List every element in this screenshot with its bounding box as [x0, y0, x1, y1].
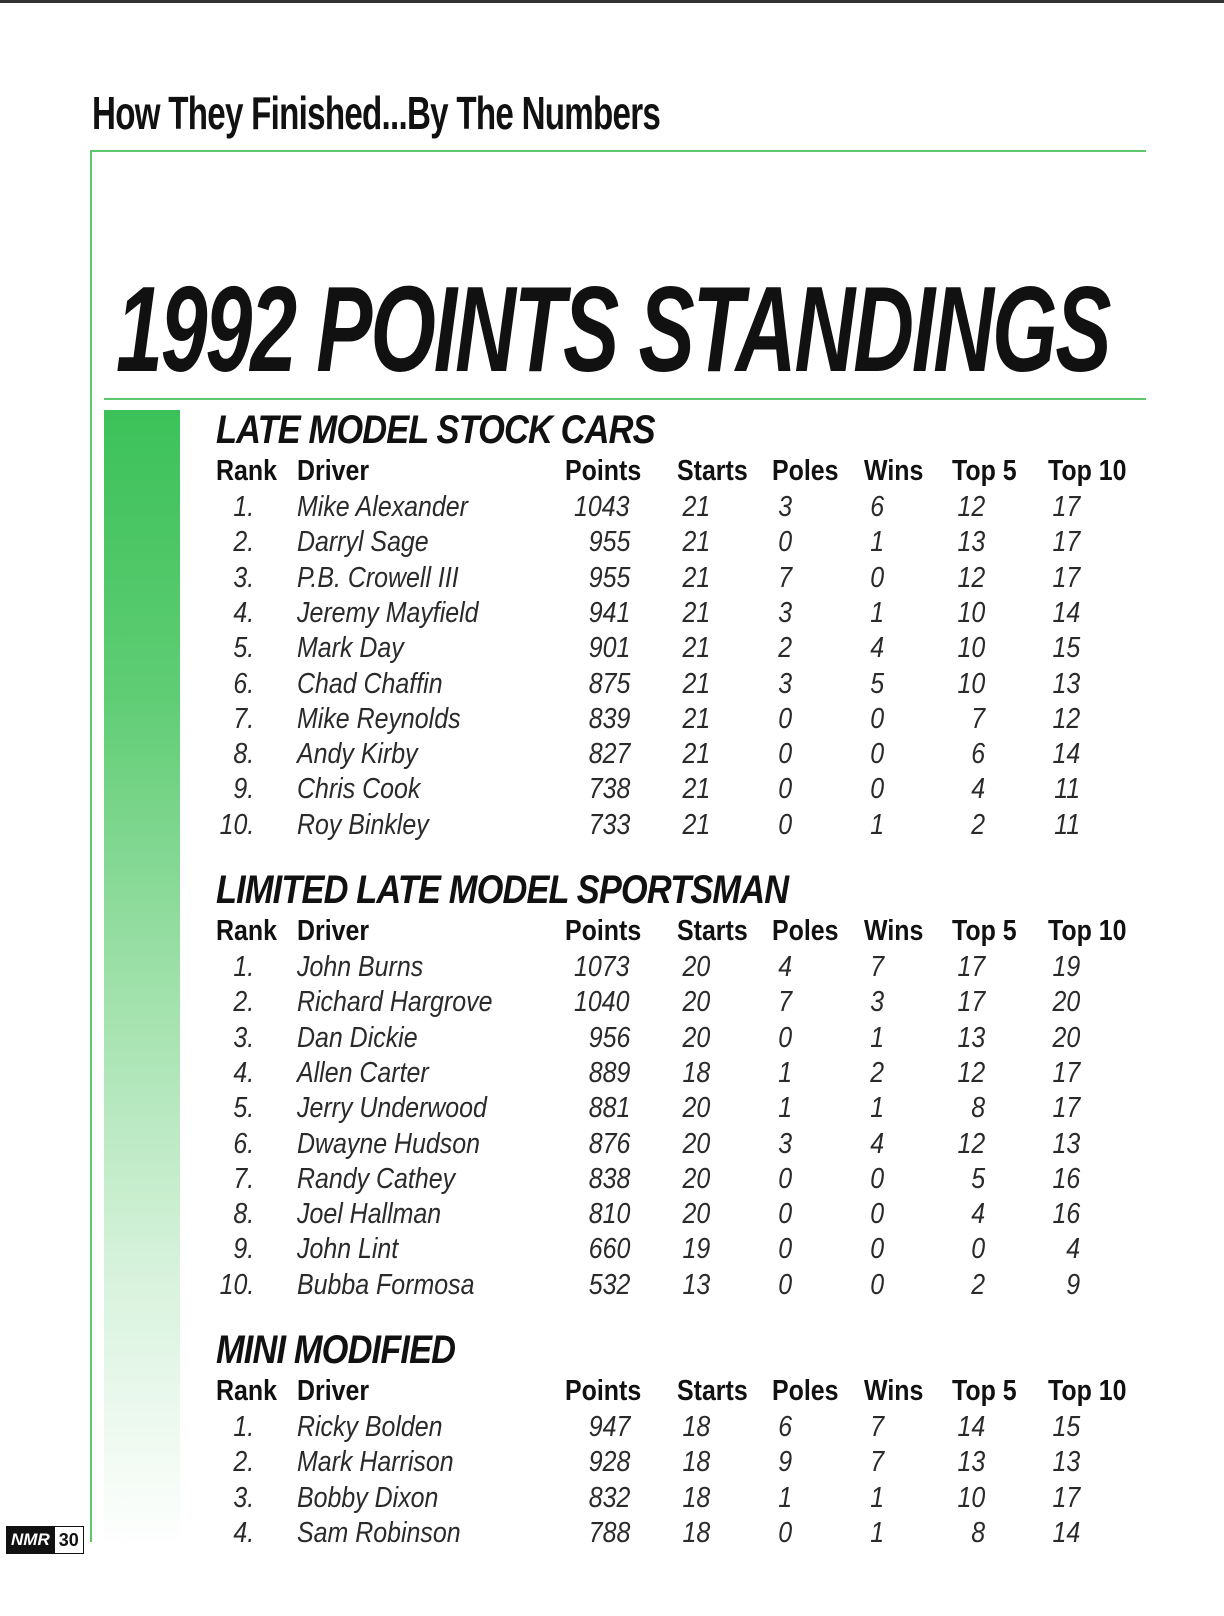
cell-wins: 0 [870, 1162, 884, 1195]
column-header-driver: Driver [297, 1375, 370, 1407]
cell-rank: 4. [233, 1516, 254, 1549]
table-row [0, 1021, 1224, 1056]
table-row [0, 525, 1224, 560]
cell-starts: 21 [682, 491, 710, 523]
cell-points: 955 [588, 526, 630, 559]
cell-starts: 21 [682, 702, 710, 735]
cell-points: 956 [588, 1021, 630, 1054]
cell-rank: 3. [233, 1481, 254, 1514]
cell-wins: 7 [870, 1446, 884, 1479]
table-row [0, 1516, 1224, 1551]
cell-poles: 0 [778, 1516, 792, 1549]
cell-top10: 17 [1052, 526, 1080, 559]
cell-driver: John Burns [297, 951, 424, 983]
cell-top10: 14 [1052, 1516, 1080, 1549]
section-title: LATE MODEL STOCK CARS [216, 408, 655, 452]
cell-poles: 1 [778, 1481, 792, 1514]
cell-starts: 18 [682, 1411, 710, 1443]
cell-top5: 8 [971, 1092, 985, 1125]
cell-driver: Joel Hallman [297, 1198, 442, 1231]
cell-poles: 7 [778, 986, 792, 1019]
cell-points: 901 [588, 632, 630, 665]
cell-poles: 3 [778, 1127, 792, 1160]
cell-poles: 0 [778, 702, 792, 735]
cell-top5: 12 [957, 491, 985, 523]
cell-wins: 0 [870, 561, 884, 594]
table-row [0, 596, 1224, 631]
cell-driver: Richard Hargrove [297, 986, 493, 1019]
cell-top10: 20 [1052, 986, 1080, 1019]
cell-starts: 13 [682, 1268, 710, 1301]
cell-wins: 1 [870, 1516, 884, 1549]
title-rule [104, 398, 1146, 400]
cell-top5: 2 [971, 808, 985, 841]
cell-starts: 20 [682, 1198, 710, 1231]
cell-top10: 16 [1052, 1198, 1080, 1231]
cell-top5: 7 [971, 702, 985, 735]
cell-points: 889 [588, 1056, 630, 1089]
column-header-starts: Starts [677, 915, 748, 947]
column-header-top5: Top 5 [952, 1375, 1017, 1407]
cell-points: 955 [588, 561, 630, 594]
cell-points: 1043 [574, 491, 630, 523]
cell-driver: Dwayne Hudson [297, 1127, 481, 1160]
cell-poles: 7 [778, 561, 792, 594]
column-header-wins: Wins [864, 1375, 924, 1407]
table-row [0, 1481, 1224, 1516]
cell-starts: 21 [682, 808, 710, 841]
cell-driver: Dan Dickie [297, 1021, 418, 1054]
cell-driver: Jerry Underwood [297, 1092, 487, 1125]
cell-rank: 2. [233, 986, 254, 1019]
cell-rank: 6. [233, 1127, 254, 1160]
cell-top10: 17 [1052, 1092, 1080, 1125]
cell-wins: 1 [870, 808, 884, 841]
cell-poles: 6 [778, 1411, 792, 1443]
table-row [0, 667, 1224, 702]
table-row [0, 1268, 1224, 1303]
table-row [0, 1445, 1224, 1480]
cell-wins: 0 [870, 1268, 884, 1301]
cell-rank: 4. [233, 1056, 254, 1089]
cell-rank: 9. [233, 773, 254, 806]
cell-wins: 4 [870, 632, 884, 665]
cell-driver: Allen Carter [297, 1056, 429, 1089]
cell-starts: 20 [682, 1127, 710, 1160]
cell-top10: 12 [1052, 702, 1080, 735]
page-number: 30 [54, 1527, 83, 1553]
cell-starts: 20 [682, 951, 710, 983]
column-header-starts: Starts [677, 1375, 748, 1407]
cell-driver: Bubba Formosa [297, 1268, 475, 1301]
column-header-poles: Poles [772, 915, 839, 947]
cell-top5: 17 [957, 986, 985, 1019]
table-row [0, 1056, 1224, 1091]
cell-points: 733 [588, 808, 630, 841]
column-header-poles: Poles [772, 1375, 839, 1407]
cell-rank: 3. [233, 1021, 254, 1054]
cell-wins: 1 [870, 1092, 884, 1125]
cell-starts: 20 [682, 1021, 710, 1054]
cell-top5: 13 [957, 1446, 985, 1479]
cell-points: 1073 [574, 951, 630, 983]
column-header-wins: Wins [864, 455, 924, 487]
table-row [0, 1091, 1224, 1126]
cell-rank: 8. [233, 738, 254, 771]
cell-top10: 17 [1052, 561, 1080, 594]
cell-wins: 0 [870, 1198, 884, 1231]
cell-wins: 6 [870, 491, 884, 523]
column-header-poles: Poles [772, 455, 839, 487]
cell-points: 838 [588, 1162, 630, 1195]
cell-rank: 6. [233, 667, 254, 700]
cell-rank: 5. [233, 632, 254, 665]
cell-starts: 20 [682, 1092, 710, 1125]
cell-top10: 13 [1052, 667, 1080, 700]
cell-poles: 9 [778, 1446, 792, 1479]
cell-poles: 3 [778, 491, 792, 523]
cell-driver: P.B. Crowell III [297, 561, 459, 594]
cell-poles: 0 [778, 773, 792, 806]
cell-top5: 10 [957, 632, 985, 665]
column-header-points: Points [565, 915, 642, 947]
cell-top5: 6 [971, 738, 985, 771]
table-row [0, 737, 1224, 772]
cell-rank: 3. [233, 561, 254, 594]
cell-wins: 1 [870, 526, 884, 559]
cell-rank: 9. [233, 1233, 254, 1266]
column-header-wins: Wins [864, 915, 924, 947]
cell-starts: 21 [682, 773, 710, 806]
cell-poles: 3 [778, 667, 792, 700]
table-row [0, 1127, 1224, 1162]
cell-wins: 4 [870, 1127, 884, 1160]
cell-rank: 1. [233, 951, 254, 983]
cell-poles: 1 [778, 1092, 792, 1125]
cell-rank: 10. [219, 1268, 254, 1301]
cell-poles: 0 [778, 526, 792, 559]
cell-poles: 3 [778, 596, 792, 629]
cell-top10: 14 [1052, 738, 1080, 771]
cell-poles: 0 [778, 1233, 792, 1266]
cell-top5: 10 [957, 1481, 985, 1514]
cell-rank: 7. [233, 1162, 254, 1195]
cell-top5: 17 [957, 951, 985, 983]
frame-left-rule [90, 150, 92, 1542]
cell-points: 832 [588, 1481, 630, 1514]
column-header-starts: Starts [677, 455, 748, 487]
column-header-top5: Top 5 [952, 915, 1017, 947]
cell-top5: 2 [971, 1268, 985, 1301]
cell-points: 532 [588, 1268, 630, 1301]
cell-top5: 10 [957, 667, 985, 700]
cell-top5: 12 [957, 561, 985, 594]
table-row [0, 1162, 1224, 1197]
page-title: 1992 POINTS STANDINGS [116, 261, 1110, 397]
cell-top10: 15 [1052, 1411, 1080, 1443]
cell-top5: 12 [957, 1127, 985, 1160]
cell-top10: 16 [1052, 1162, 1080, 1195]
cell-wins: 7 [870, 951, 884, 983]
column-header-rank: Rank [216, 455, 277, 487]
table-header-row [0, 454, 1224, 489]
cell-points: 738 [588, 773, 630, 806]
cell-rank: 2. [233, 1446, 254, 1479]
cell-top10: 11 [1054, 773, 1080, 806]
cell-top5: 13 [957, 1021, 985, 1054]
cell-rank: 8. [233, 1198, 254, 1231]
cell-starts: 18 [682, 1446, 710, 1479]
cell-wins: 0 [870, 702, 884, 735]
cell-points: 881 [588, 1092, 630, 1125]
cell-points: 827 [588, 738, 630, 771]
cell-top10: 4 [1066, 1233, 1080, 1266]
cell-starts: 20 [682, 986, 710, 1019]
cell-top5: 8 [971, 1516, 985, 1549]
page-kicker: How They Finished...By The Numbers [92, 87, 661, 139]
cell-starts: 21 [682, 632, 710, 665]
cell-starts: 21 [682, 561, 710, 594]
cell-poles: 0 [778, 738, 792, 771]
cell-driver: Andy Kirby [297, 738, 418, 771]
cell-driver: Roy Binkley [297, 808, 429, 841]
cell-wins: 7 [870, 1411, 884, 1443]
cell-driver: Mark Harrison [297, 1446, 454, 1479]
cell-driver: Randy Cathey [297, 1162, 456, 1195]
cell-rank: 4. [233, 596, 254, 629]
cell-driver: Mike Reynolds [297, 702, 461, 735]
cell-driver: John Lint [297, 1233, 399, 1266]
cell-driver: Jeremy Mayfield [297, 596, 479, 629]
cell-points: 941 [588, 596, 630, 629]
cell-poles: 0 [778, 1021, 792, 1054]
cell-rank: 5. [233, 1092, 254, 1125]
cell-points: 1040 [574, 986, 630, 1019]
column-header-top10: Top 10 [1048, 455, 1127, 487]
cell-starts: 18 [682, 1516, 710, 1549]
page-badge [6, 1526, 84, 1554]
section-title: MINI MODIFIED [216, 1328, 456, 1372]
magazine-logo: NMR [7, 1527, 54, 1553]
cell-poles: 2 [778, 632, 792, 665]
cell-poles: 1 [778, 1056, 792, 1089]
cell-poles: 4 [778, 951, 792, 983]
section-title: LIMITED LATE MODEL SPORTSMAN [216, 868, 789, 912]
cell-top10: 17 [1052, 1481, 1080, 1514]
cell-rank: 1. [233, 491, 254, 523]
top-rule [0, 0, 1224, 3]
cell-wins: 5 [870, 667, 884, 700]
column-header-top10: Top 10 [1048, 1375, 1127, 1407]
cell-top10: 9 [1066, 1268, 1080, 1301]
cell-wins: 0 [870, 1233, 884, 1266]
cell-top10: 17 [1052, 491, 1080, 523]
cell-top10: 19 [1052, 951, 1080, 983]
cell-rank: 10. [219, 808, 254, 841]
column-header-top10: Top 10 [1048, 915, 1127, 947]
cell-wins: 1 [870, 1021, 884, 1054]
table-row [0, 772, 1224, 807]
cell-rank: 1. [233, 1411, 254, 1443]
column-header-driver: Driver [297, 915, 370, 947]
cell-driver: Bobby Dixon [297, 1481, 439, 1514]
cell-poles: 0 [778, 1268, 792, 1301]
cell-poles: 0 [778, 808, 792, 841]
cell-driver: Sam Robinson [297, 1516, 461, 1549]
cell-wins: 3 [870, 986, 884, 1019]
cell-top10: 13 [1052, 1127, 1080, 1160]
column-header-rank: Rank [216, 915, 277, 947]
column-header-points: Points [565, 1375, 642, 1407]
cell-driver: Chad Chaffin [297, 667, 443, 700]
cell-top5: 4 [971, 1198, 985, 1231]
cell-poles: 0 [778, 1198, 792, 1231]
kicker-rule [90, 150, 1146, 152]
cell-wins: 0 [870, 738, 884, 771]
cell-points: 876 [588, 1127, 630, 1160]
cell-driver: Ricky Bolden [297, 1411, 443, 1443]
cell-starts: 18 [682, 1056, 710, 1089]
cell-top10: 14 [1052, 596, 1080, 629]
cell-top5: 0 [971, 1233, 985, 1266]
cell-points: 875 [588, 667, 630, 700]
cell-starts: 21 [682, 667, 710, 700]
cell-top10: 17 [1052, 1056, 1080, 1089]
cell-top5: 14 [957, 1411, 985, 1443]
cell-top10: 11 [1054, 808, 1080, 841]
column-header-points: Points [565, 455, 642, 487]
table-row [0, 808, 1224, 843]
cell-points: 947 [588, 1411, 630, 1443]
cell-wins: 2 [870, 1056, 884, 1089]
table-row [0, 1197, 1224, 1232]
cell-starts: 18 [682, 1481, 710, 1514]
table-row [0, 631, 1224, 666]
cell-top5: 12 [957, 1056, 985, 1089]
cell-rank: 7. [233, 702, 254, 735]
table-row [0, 950, 1224, 985]
table-row [0, 702, 1224, 737]
cell-top10: 13 [1052, 1446, 1080, 1479]
cell-wins: 1 [870, 1481, 884, 1514]
cell-starts: 20 [682, 1162, 710, 1195]
cell-driver: Darryl Sage [297, 526, 429, 559]
cell-poles: 0 [778, 1162, 792, 1195]
table-row [0, 1410, 1224, 1445]
cell-points: 660 [588, 1233, 630, 1266]
cell-starts: 19 [682, 1233, 710, 1266]
column-header-driver: Driver [297, 455, 370, 487]
cell-starts: 21 [682, 738, 710, 771]
table-row [0, 490, 1224, 525]
table-row [0, 561, 1224, 596]
cell-wins: 0 [870, 773, 884, 806]
cell-rank: 2. [233, 526, 254, 559]
cell-top5: 5 [971, 1162, 985, 1195]
cell-wins: 1 [870, 596, 884, 629]
table-row [0, 985, 1224, 1020]
cell-top5: 10 [957, 596, 985, 629]
table-row [0, 1232, 1224, 1267]
column-header-top5: Top 5 [952, 455, 1017, 487]
cell-top5: 4 [971, 773, 985, 806]
cell-top10: 20 [1052, 1021, 1080, 1054]
table-header-row [0, 914, 1224, 949]
cell-starts: 21 [682, 526, 710, 559]
cell-points: 928 [588, 1446, 630, 1479]
cell-driver: Mark Day [297, 632, 404, 665]
cell-driver: Mike Alexander [297, 491, 468, 523]
cell-driver: Chris Cook [297, 773, 421, 806]
table-header-row [0, 1374, 1224, 1409]
cell-points: 810 [588, 1198, 630, 1231]
cell-starts: 21 [682, 596, 710, 629]
cell-points: 839 [588, 702, 630, 735]
cell-top5: 13 [957, 526, 985, 559]
cell-top10: 15 [1052, 632, 1080, 665]
column-header-rank: Rank [216, 1375, 277, 1407]
cell-points: 788 [588, 1516, 630, 1549]
